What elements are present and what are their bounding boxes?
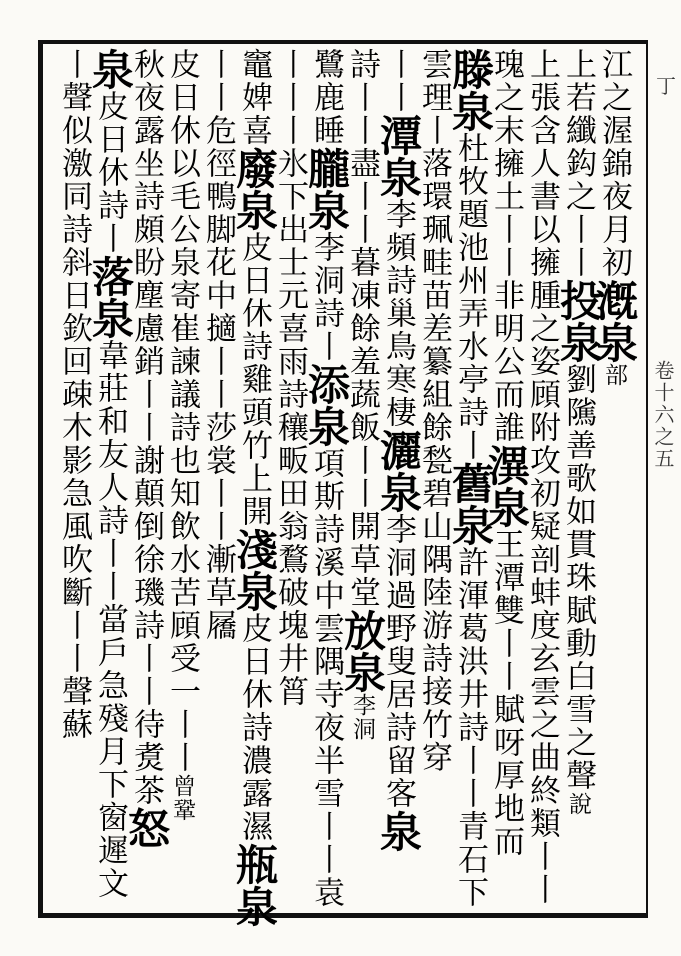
margin-strip <box>646 44 681 918</box>
text-segment: 上張含人書以擁腫之姿頋附攻 <box>524 48 560 477</box>
text-segment: 許渾葛洪井詩丨丨青石下 <box>452 546 488 909</box>
text-column <box>200 48 236 910</box>
entry-heading: 滕泉 <box>446 48 495 132</box>
text-segment: 危徑鴨脚花中擿丨丨 <box>200 114 236 411</box>
entry-heading: 泉 <box>86 48 135 90</box>
text-segment: 雲理 <box>416 48 452 114</box>
text-segment: 同詩斜日欽回疎木影急風吹斷丨丨聲蘇 <box>56 180 92 741</box>
text-segment: 皮日休詩濃露濕 <box>236 612 272 843</box>
text-column <box>590 48 639 910</box>
text-segment: 上若纖鈎之丨丨 <box>560 48 596 279</box>
text-segment: 盡丨丨暮凍餘 <box>344 147 380 345</box>
text-segment: 杜牧題池州弄水亭詩丨 <box>452 132 488 462</box>
text-segment: 部 <box>601 363 627 387</box>
text-segment: 丨氷下出 <box>272 114 308 246</box>
entry-heading: 淺泉 <box>230 528 279 612</box>
text-segment: 說 <box>565 792 591 816</box>
text-segment: 劉隲善歌如貫珠賦動白雪之聲 <box>560 363 596 792</box>
text-segment: 莎裳丨丨漸草屩 <box>200 411 236 642</box>
text-segment: 曾鞏 <box>169 774 195 822</box>
text-segment: 李洞過野叟居詩留客 <box>380 513 416 810</box>
entry-heading: 廢泉 <box>230 147 279 231</box>
text-column <box>164 48 200 910</box>
text-segment: 李頻詩巢鳥寒棲 <box>380 198 416 429</box>
text-column <box>554 48 603 910</box>
text-segment: 羞蔬飯丨丨開草堂 <box>344 345 380 609</box>
text-segment: 江之渥錦夜月初 <box>596 48 632 279</box>
entry-heading: 灑泉 <box>374 429 423 513</box>
text-segment: 丨丨 <box>200 48 236 114</box>
entry-heading: 舊泉 <box>446 462 495 546</box>
text-segment: 韋莊和友人詩丨丨當戶急殘月下窗遲文 <box>92 339 128 900</box>
entry-heading: 漑泉 <box>590 279 639 363</box>
entry-heading: 潩泉 <box>482 444 531 528</box>
entry-heading: 泉 <box>374 810 423 852</box>
text-segment: 丨丨 <box>380 48 416 114</box>
text-segment: 餘甃碧山隅陸游詩接竹穿 <box>416 411 452 774</box>
text-column <box>86 48 135 910</box>
margin-mark: 丁 <box>656 74 676 98</box>
text-segment: 皮日休詩雞頭竹上開 <box>236 231 272 528</box>
text-segment: 詩丨丨 <box>344 48 380 147</box>
text-segment: 初疑剖蚌度玄雲之曲終類丨丨 <box>524 477 560 906</box>
entry-heading: 朧泉 <box>302 147 351 231</box>
entry-heading: 怒 <box>122 807 171 849</box>
entry-heading: 落泉 <box>86 255 135 339</box>
text-segment: 秋夜露坐詩頗盼塵慮銷丨丨謝顛倒徐璣詩丨丨待煑茶 <box>128 48 164 807</box>
text-segment: 丨聲似激 <box>56 48 92 180</box>
text-segment: 瑰之末擁土丨丨非明公而誰 <box>488 48 524 444</box>
entry-heading: 添泉 <box>302 363 351 447</box>
text-segment: 李洞 <box>349 693 375 741</box>
text-segment: 王潭雙丨丨賦呀厚地而 <box>488 528 524 858</box>
text-column <box>446 48 495 910</box>
text-segment: 李洞詩丨 <box>308 231 344 363</box>
entry-heading: 投泉 <box>554 279 603 363</box>
text-column <box>230 48 279 927</box>
text-column <box>374 48 423 910</box>
text-segment: 皮日休以毛公泉寄崔諫議詩也知飲水苦頋受一丨丨 <box>164 48 200 774</box>
running-title: 卷十六之五 <box>651 360 675 470</box>
entry-heading: 瓶泉 <box>230 843 279 927</box>
text-segment: 竈婢喜 <box>236 48 272 147</box>
text-segment: 項斯詩溪中雲隅寺夜半雪丨丨袁 <box>308 447 344 909</box>
text-segment: 鷺鹿睡 <box>308 48 344 147</box>
text-segment: 丨丨 <box>272 48 308 114</box>
text-column <box>56 48 92 910</box>
text-segment: 丨落環珮畦苗差纂組 <box>416 114 452 411</box>
text-column <box>302 48 351 910</box>
text-segment: 士元喜雨詩穰畈田翁鶩破塊井筲 <box>272 246 308 708</box>
text-segment: 皮日休詩丨 <box>92 90 128 255</box>
text-column <box>122 48 171 910</box>
entry-heading: 潭泉 <box>374 114 423 198</box>
entry-heading: 放泉 <box>338 609 387 693</box>
